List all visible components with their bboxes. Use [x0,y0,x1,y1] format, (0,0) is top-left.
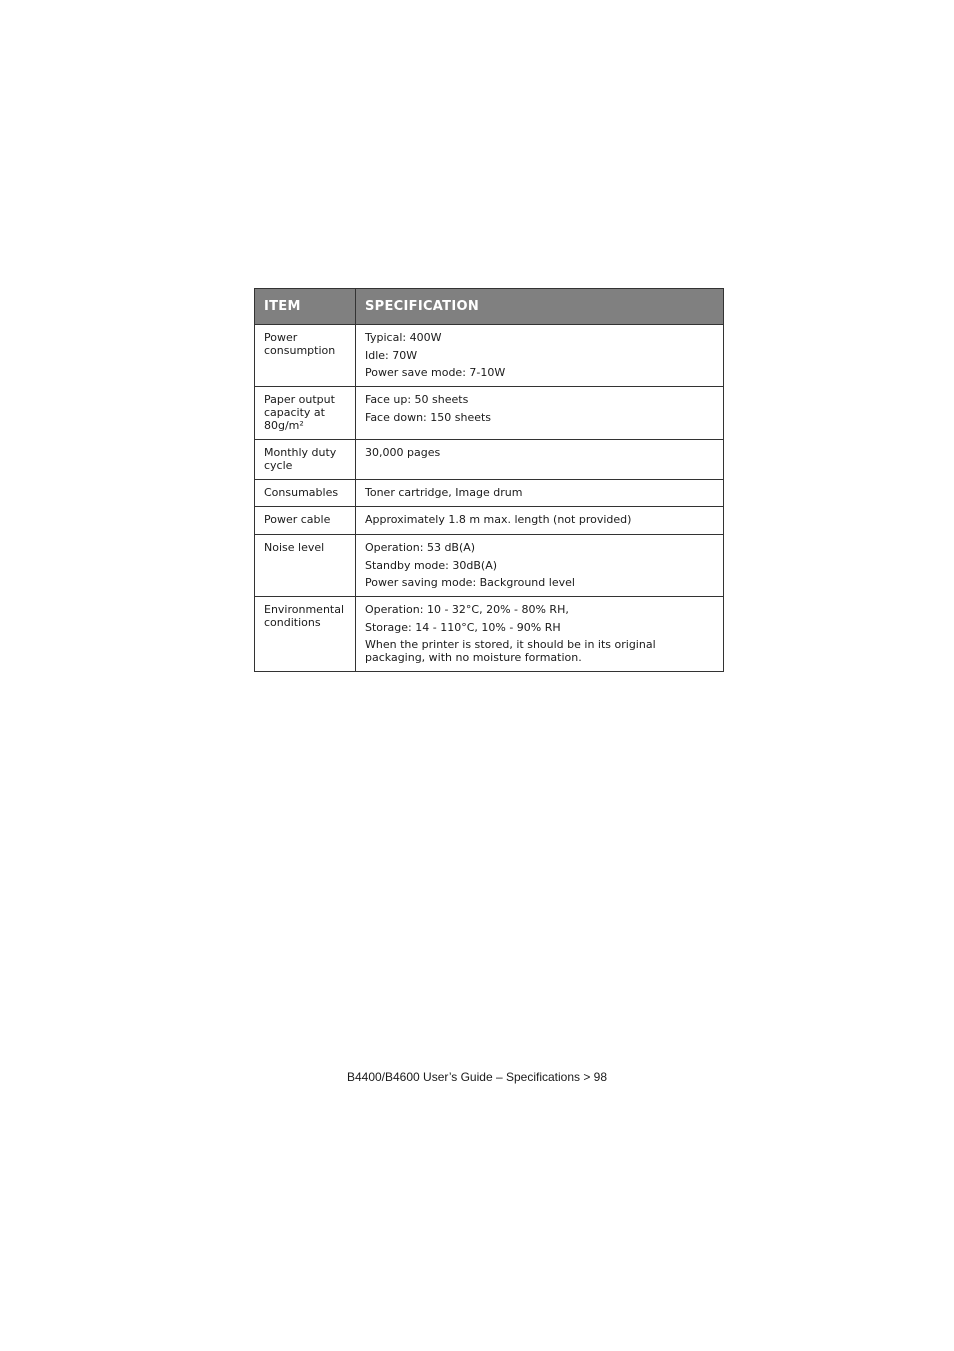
item-label: Paper output capacity at 80g/m² [264,393,335,432]
item-label: Noise level [264,541,325,554]
item-cell [255,480,356,507]
table-row [255,325,724,387]
item-label: Monthly duty cycle [264,446,337,472]
spec-line: 30,000 pages [365,446,441,459]
spec-cell [356,507,724,535]
spec-line: Face up: 50 sheets [365,393,469,406]
table-body [255,325,724,672]
spec-line: Approximately 1.8 m max. length (not provided) [365,513,632,526]
spec-line: Operation: 53 dB(A) [365,541,476,554]
page-footer: B4400/B4600 User’s Guide – Specifications > 98 [346,1070,608,1084]
table-row [255,597,724,672]
spec-cell [356,597,724,672]
item-cell [255,535,356,597]
spec-line: Face down: 150 sheets [365,410,492,424]
spec-line: Operation: 10 - 32°C, 20% - 80% RH, [365,603,569,616]
header-specification: SPECIFICATION [356,289,724,325]
header-item: ITEM [255,289,356,325]
table-header [255,289,724,325]
spec-line: Storage: 14 - 110°C, 10% - 90% RH [365,620,561,634]
table-row [255,480,724,507]
spec-cell [356,535,724,597]
spec-cell [356,387,724,440]
spec-line: Standby mode: 30dB(A) [365,558,498,572]
spec-cell [356,325,724,387]
item-label: Consumables [264,486,339,499]
spec-line: Toner cartridge, Image drum [365,486,523,499]
item-label: Environmental conditions [264,603,345,629]
specification-table [254,288,724,672]
table-row [255,535,724,597]
spec-cell [356,440,724,480]
table-row [255,440,724,480]
spec-line: Idle: 70W [365,348,418,362]
item-cell [255,507,356,535]
item-label: Power consumption [264,331,336,357]
spec-line: Power saving mode: Background level [365,576,575,589]
item-cell [255,325,356,387]
table-row [255,387,724,440]
spec-line: Power save mode: 7-10W [365,366,506,379]
table-header-row [255,289,724,325]
item-cell [255,387,356,440]
spec-line: Typical: 400W [365,331,442,344]
item-cell [255,597,356,672]
item-cell [255,440,356,480]
spec-line: When the printer is stored, it should be in its original packaging, with no moisture formation. [365,638,656,664]
item-label: Power cable [264,513,331,526]
table-row [255,507,724,535]
spec-cell [356,480,724,507]
